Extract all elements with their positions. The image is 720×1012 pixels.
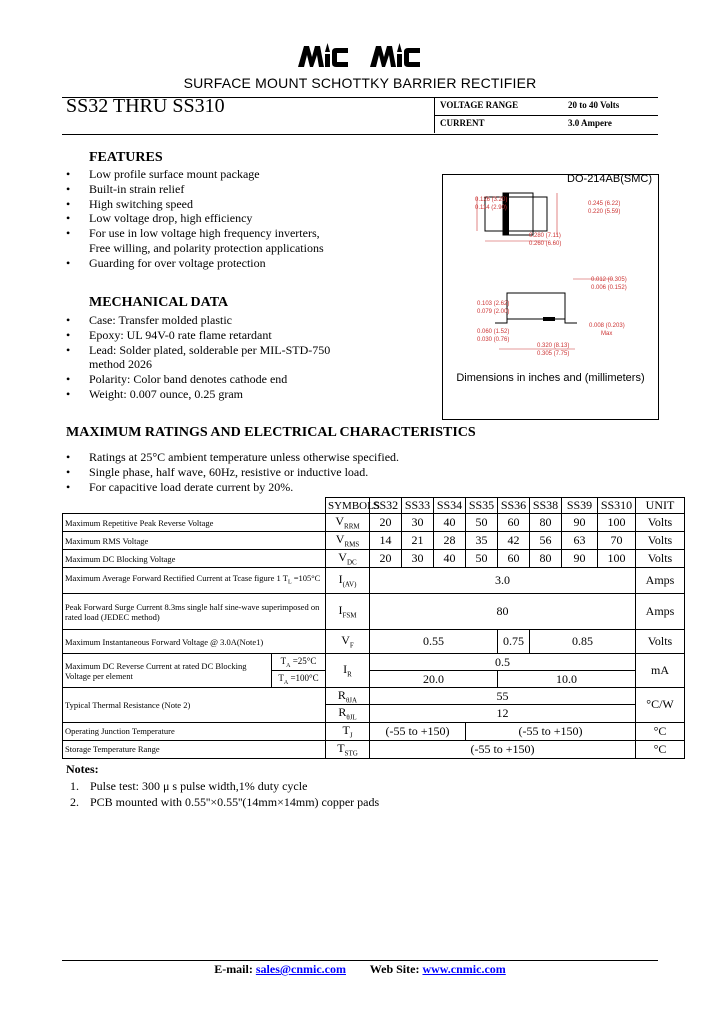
rating-item: • Single phase, half wave, 60Hz, resistive or inductive load. bbox=[66, 464, 369, 479]
symbol-cell: $V_{RMS}$ bbox=[326, 532, 370, 550]
bullet: • bbox=[66, 327, 71, 342]
note-number: 2. bbox=[70, 795, 79, 809]
feature-item: • Guarding for over voltage protection bbox=[66, 255, 266, 270]
table-row: Maximum DC Reverse Current at rated DC Blocking Voltage per element $T_A =25^\circ C$ $I_R$ 0.5 mA bbox=[63, 654, 685, 671]
footer bbox=[0, 962, 720, 977]
dim-label: 0.060 (1.52) bbox=[477, 329, 510, 335]
bullet: • bbox=[66, 464, 71, 479]
table-row: Operating Junction Temperature $T_J$ (-55 to +150) (-55 to +150) °C bbox=[63, 722, 685, 740]
feature-item: • Low voltage drop, high efficiency bbox=[66, 211, 253, 226]
note-text: Pulse test: 300 μ s pulse width,1% duty cycle bbox=[90, 779, 308, 793]
email-label: E-mail: bbox=[214, 962, 253, 976]
table-row: $T_A =100^\circ C$ 20.0 10.0 bbox=[63, 671, 685, 688]
dim-label: 0.114 (2.90) bbox=[475, 205, 507, 211]
symbol-cell: $R_{\theta JL}$ bbox=[326, 705, 370, 722]
dim-label: 0.012 (0.305) bbox=[591, 277, 627, 283]
spec-current-label: CURRENT bbox=[440, 118, 485, 128]
mechanical-item: • Lead: Solder plated, solderable per MIL-STD-750 bbox=[66, 342, 331, 357]
table-row: Maximum RMS Voltage $V_{RMS}$ 14 21 28 35 42 56 63 70 Volts bbox=[63, 532, 685, 550]
dim-label: 0.260 (6.60) bbox=[529, 241, 562, 247]
header-cell: SS39 bbox=[562, 498, 598, 514]
dimensions-note: Dimensions in inches and (millimeters) bbox=[456, 372, 645, 384]
bullet: • bbox=[66, 386, 71, 401]
dim-label: 0.103 (2.62) bbox=[477, 301, 510, 307]
symbol-cell: $T_{STG}$ bbox=[326, 740, 370, 758]
header-cell: SS38 bbox=[530, 498, 562, 514]
header-cell: SS33 bbox=[402, 498, 434, 514]
rating-item: • Ratings at 25°C ambient temperature unless otherwise specified. bbox=[66, 450, 400, 464]
feature-item: • For use in low voltage high frequency inverters, bbox=[66, 226, 320, 241]
header-cell: SS36 bbox=[498, 498, 530, 514]
bullet: • bbox=[66, 196, 71, 211]
table-row: Maximum Repetitive Peak Reverse Voltage $V_{RRM}$ 20 30 40 50 60 80 90 100 Volts bbox=[63, 514, 685, 532]
ratings-table bbox=[62, 497, 685, 759]
bullet: • bbox=[66, 181, 71, 196]
feature-item: • High switching speed bbox=[66, 196, 193, 211]
table-row: Maximum DC Blocking Voltage $V_{DC}$ 20 30 40 50 60 80 90 100 Volts bbox=[63, 550, 685, 568]
spec-voltage-value: 20 to 40 Volts bbox=[568, 100, 620, 110]
feature-item: Free willing, and polarity protection applications bbox=[89, 240, 324, 255]
features-heading: FEATURES bbox=[89, 150, 163, 165]
bullet: • bbox=[66, 342, 71, 357]
company-logo bbox=[296, 40, 441, 68]
table-row: Storage Temperature Range $T_{STG}$ (-55 to +150) °C bbox=[63, 740, 685, 758]
table-row: Maximum Instantaneous Forward Voltage @ 3.0A(Note1) $V_F$ 0.55 0.75 0.85 Volts bbox=[63, 630, 685, 654]
mechanical-item: method 2026 bbox=[89, 357, 152, 372]
symbol-cell: $V_{DC}$ bbox=[326, 550, 370, 568]
mechanical-heading: MECHANICAL DATA bbox=[89, 295, 229, 310]
table-row: $R_{\theta JL}$ 12 bbox=[63, 705, 685, 722]
website-label: Web Site: bbox=[369, 962, 420, 976]
dim-label: 0.280 (7.11) bbox=[529, 233, 561, 239]
mechanical-item: • Polarity: Color band denotes cathode end bbox=[66, 372, 288, 387]
bullet: • bbox=[66, 450, 71, 464]
bullet: • bbox=[66, 479, 71, 494]
mechanical-item: • Epoxy: UL 94V-0 rate flame retardant bbox=[66, 327, 272, 342]
spec-divider-h bbox=[434, 115, 658, 116]
bullet: • bbox=[66, 226, 71, 241]
dim-label: Max bbox=[601, 331, 613, 337]
symbol-cell: $R_{\theta JA}$ bbox=[326, 688, 370, 705]
dim-label: 0.030 (0.76) bbox=[477, 337, 510, 343]
table-row: Typical Thermal Resistance (Note 2) $R_{\theta JA}$ 55 °C/W bbox=[63, 688, 685, 705]
logo-mark bbox=[298, 43, 420, 67]
dim-label: 0.126 (3.20) bbox=[475, 197, 508, 203]
symbol-cell: $V_F$ bbox=[326, 630, 370, 654]
feature-item: • Low profile surface mount package bbox=[66, 167, 260, 181]
table-row: Peak Forward Surge Current 8.3ms single half sine-wave superimposed on rated load (JEDEC method) $I_{FSM}$ 80 Amps bbox=[63, 594, 685, 630]
bullet: • bbox=[66, 167, 71, 181]
note-text: PCB mounted with 0.55''×0.55''(14mm×14mm) copper pads bbox=[90, 795, 380, 809]
dim-label: 0.079 (2.00) bbox=[477, 309, 510, 315]
bullet: • bbox=[66, 211, 71, 226]
header-cell: UNIT bbox=[636, 498, 685, 514]
feature-item: • Built-in strain relief bbox=[66, 181, 185, 196]
symbol-cell: $T_J$ bbox=[326, 722, 370, 740]
dim-label: 0.008 (0.203) bbox=[589, 323, 625, 329]
bullet: • bbox=[66, 372, 71, 387]
notes-heading: Notes: bbox=[66, 762, 99, 776]
symbol-cell: $I_{(AV)}$ bbox=[326, 568, 370, 594]
table-row: Maximum Average Forward Rectified Current at Tcase figure 1 $T_L =105^\circ C$ $I_{(AV)}$ 3.0 Amps bbox=[63, 568, 685, 594]
bullet: • bbox=[66, 255, 71, 270]
ratings-list bbox=[66, 450, 666, 494]
dim-label: 0.220 (5.59) bbox=[588, 209, 621, 215]
features-list bbox=[66, 167, 426, 271]
symbol-cell: $I_R$ bbox=[326, 654, 370, 688]
header-cell: SS32 bbox=[370, 498, 402, 514]
dim-label: 0.006 (0.152) bbox=[591, 285, 627, 291]
header-cell: SS34 bbox=[434, 498, 466, 514]
package-title: DO-214AB(SMC) bbox=[567, 173, 652, 185]
note-number: 1. bbox=[70, 779, 79, 793]
spec-current-value: 3.0 Ampere bbox=[568, 118, 612, 128]
email-link[interactable]: sales@cnmic.com bbox=[255, 962, 346, 976]
bullet: • bbox=[66, 313, 71, 327]
package-diagram bbox=[442, 174, 659, 420]
table-header-row bbox=[63, 498, 685, 514]
ratings-heading: MAXIMUM RATINGS AND ELECTRICAL CHARACTERISTICS bbox=[66, 425, 476, 440]
header-cell: SYMBOLS bbox=[326, 498, 370, 514]
dim-label: 0.305 (7.75) bbox=[537, 351, 570, 357]
header-cell: SS310 bbox=[598, 498, 636, 514]
document-subtitle: SURFACE MOUNT SCHOTTKY BARRIER RECTIFIER bbox=[183, 75, 537, 91]
symbol-cell: $I_{FSM}$ bbox=[326, 594, 370, 630]
part-number-title: SS32 THRU SS310 bbox=[66, 95, 225, 117]
dim-label: 0.320 (8.13) bbox=[537, 343, 570, 349]
mechanical-item: • Case: Transfer molded plastic bbox=[66, 313, 232, 327]
table-corner bbox=[63, 498, 326, 514]
mechanical-list bbox=[66, 313, 426, 402]
website-link[interactable]: www.cnmic.com bbox=[422, 962, 506, 976]
dim-label: 0.245 (6.22) bbox=[588, 201, 621, 207]
spec-voltage-label: VOLTAGE RANGE bbox=[440, 100, 519, 110]
header-cell: SS35 bbox=[466, 498, 498, 514]
footer-rule bbox=[62, 960, 658, 961]
mechanical-item: • Weight: 0.007 ounce, 0.25 gram bbox=[66, 386, 244, 401]
rating-item: • For capacitive load derate current by 20%. bbox=[66, 479, 294, 494]
symbol-cell: $V_{RRM}$ bbox=[326, 514, 370, 532]
